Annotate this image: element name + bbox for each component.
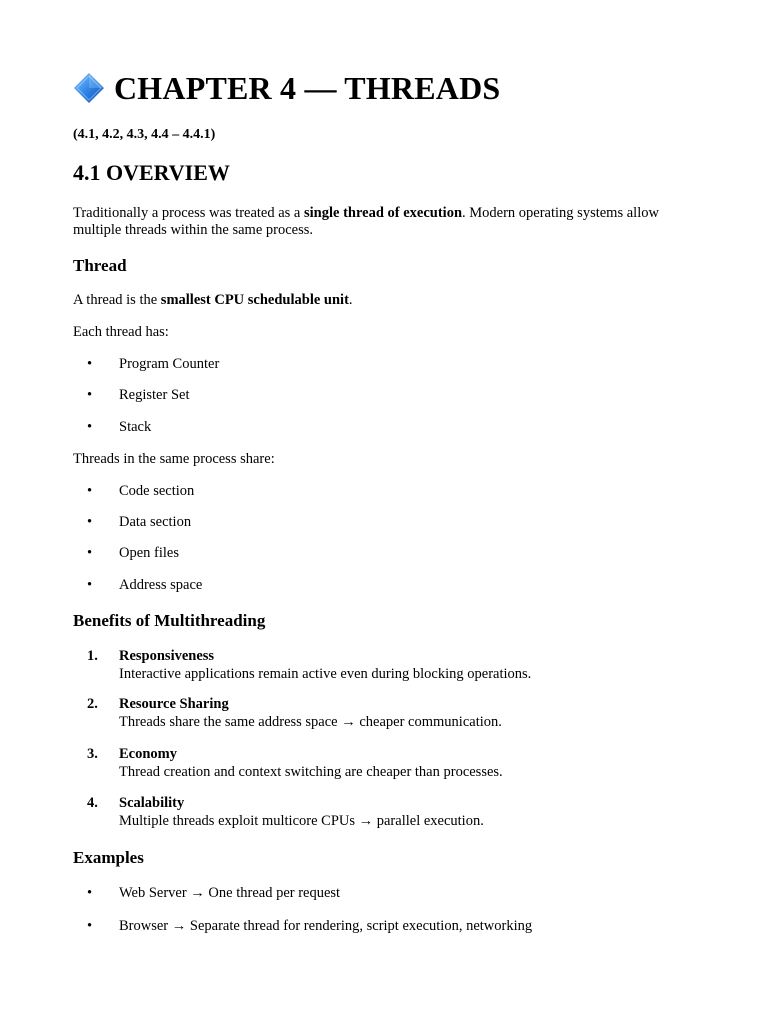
list-item: • Data section <box>87 514 192 530</box>
list-item: • Program Counter <box>87 356 220 372</box>
thread-definition: A thread is the smallest CPU schedulable unit. <box>73 292 353 308</box>
chapter-sections: (4.1, 4.2, 4.3, 4.4 – 4.4.1) <box>73 127 216 142</box>
overview-paragraph: Traditionally a process was treated as a single thread of execution. Modern operating systems allow multiple threads within the same process. <box>73 205 659 238</box>
overview-heading: 4.1 OVERVIEW <box>73 160 230 185</box>
thread-share-label: Threads in the same process share: <box>73 451 275 467</box>
overview-bold-term: single thread of execution <box>304 205 463 221</box>
list-item: • Address space <box>87 577 203 593</box>
list-item: • Code section <box>87 483 195 499</box>
blue-diamond-icon <box>73 72 105 104</box>
chapter-title <box>73 68 500 108</box>
list-item: • Open files <box>87 545 179 561</box>
thread-has-label: Each thread has: <box>73 324 169 340</box>
list-item: • Browser → Separate thread for rendering, script execution, networking <box>87 918 533 934</box>
thread-definition-bold: smallest CPU schedulable unit <box>160 292 349 308</box>
benefits-heading: Benefits of Multithreading <box>73 611 266 630</box>
examples-heading: Examples <box>73 848 144 867</box>
list-item: • Web Server → One thread per request <box>87 885 341 901</box>
chapter-title-text: CHAPTER 4 — THREADS <box>114 69 501 106</box>
list-item: • Stack <box>87 419 152 435</box>
thread-heading: Thread <box>73 256 127 275</box>
list-item: • Register Set <box>87 387 190 403</box>
